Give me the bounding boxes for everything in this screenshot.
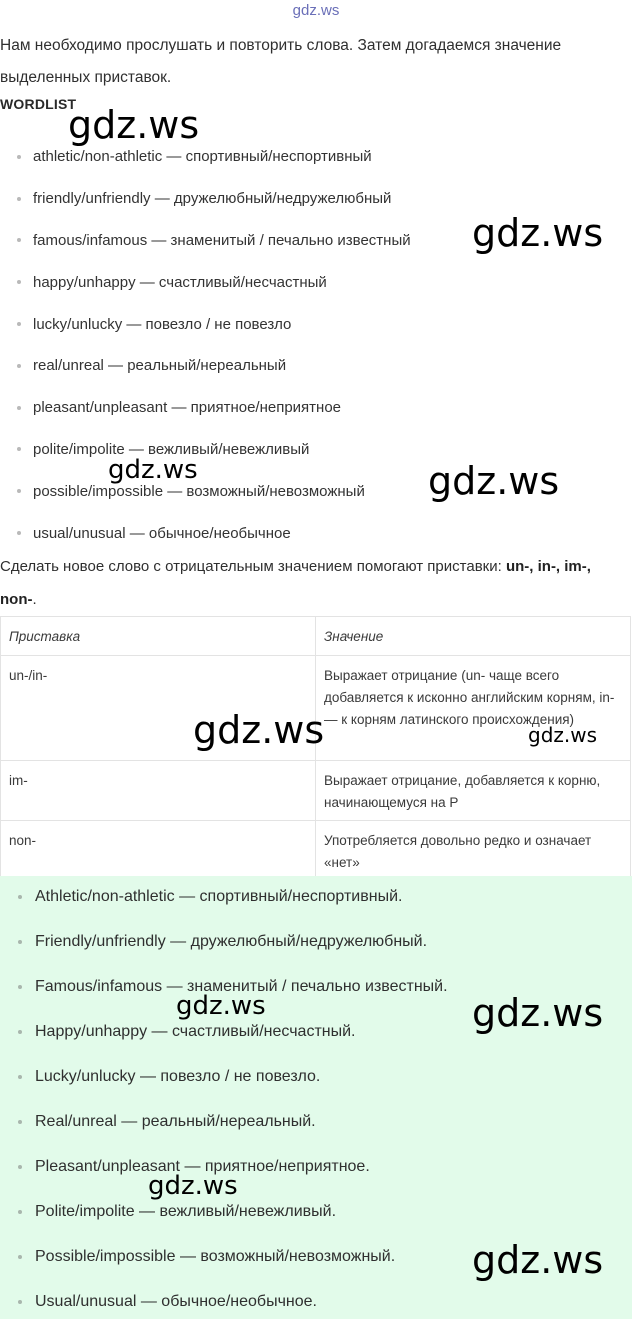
table-cell-prefix: non- <box>1 821 316 881</box>
table-cell-meaning: Выражает отрицание, добавляется к корню, начинающемуся на P <box>316 761 631 821</box>
bullet-icon <box>18 1075 22 1079</box>
watermark: gdz.ws <box>472 991 604 1035</box>
list-item <box>0 874 448 919</box>
list-item <box>0 1279 448 1324</box>
list-item <box>0 220 411 262</box>
prefix-note-end: . <box>32 591 37 608</box>
bullet-icon <box>17 322 21 326</box>
watermark: gdz.ws <box>472 211 604 255</box>
list-item <box>0 387 411 429</box>
column-header-prefix: Приставка <box>1 617 316 656</box>
table-cell-prefix: un-/in- <box>1 656 316 761</box>
wordlist-heading: WORDLIST <box>0 96 77 112</box>
bullet-icon <box>18 895 22 899</box>
list-item <box>0 136 411 178</box>
list-item <box>0 919 448 964</box>
list-item-text: Famous/infamous — знаменитый / печально известный. <box>35 977 448 995</box>
watermark: gdz.ws <box>68 103 200 147</box>
bullet-icon <box>17 364 21 368</box>
bullet-icon <box>17 155 21 159</box>
list-item-text: pleasant/unpleasant — приятное/неприятное <box>33 399 342 417</box>
list-item-text: Pleasant/unpleasant — приятное/неприятное. <box>35 1157 370 1175</box>
list-item-text: athletic/non-athletic — спортивный/неспортивный <box>33 148 372 166</box>
list-item-text: friendly/unfriendly — дружелюбный/недружелюбный <box>33 190 392 208</box>
list-item <box>0 345 411 387</box>
list-item-text: Real/unreal — реальный/нереальный. <box>35 1112 316 1130</box>
watermark: gdz.ws <box>472 1238 604 1282</box>
watermark: gdz.ws <box>148 1171 238 1201</box>
bullet-icon <box>17 406 21 410</box>
bullet-icon <box>18 1030 22 1034</box>
table-cell-meaning: Выражает отрицание (un- чаще всего добавляется к исконно английским корням, in- — к корням латинского происхождения) <box>316 656 631 761</box>
watermark: gdz.ws <box>193 708 325 752</box>
list-item <box>0 512 411 554</box>
table-cell-meaning: Употребляется довольно редко и означает «нет» <box>316 821 631 881</box>
bullet-icon <box>17 280 21 284</box>
list-item-text: lucky/unlucky — повезло / не повезло <box>33 315 292 333</box>
bullet-icon <box>18 1300 22 1304</box>
list-item-text: Usual/unusual — обычное/необычное. <box>35 1292 317 1310</box>
list-item-text: Possible/impossible — возможный/невозможный. <box>35 1247 396 1265</box>
prefix-note-text: Сделать новое слово с отрицательным значением помогают приставки: <box>0 558 506 575</box>
bullet-icon <box>18 1210 22 1214</box>
watermark: gdz.ws <box>428 459 560 503</box>
wordlist <box>0 136 411 554</box>
bullet-icon <box>17 531 21 535</box>
table-header-row <box>1 617 631 656</box>
list-item <box>0 1054 448 1099</box>
prefix-note <box>0 550 630 616</box>
list-item-text: Athletic/non-athletic — спортивный/неспортивный. <box>35 887 403 905</box>
list-item-text: happy/unhappy — счастливый/несчастный <box>33 273 327 291</box>
column-header-meaning: Значение <box>316 617 631 656</box>
intro-text: Нам необходимо прослушать и повторить слова. Затем догадаемся значение выделенных приставок. <box>0 37 562 86</box>
list-item-text: famous/infamous — знаменитый / печально известный <box>33 231 411 249</box>
list-item <box>0 1234 448 1279</box>
list-item <box>0 429 411 471</box>
list-item <box>0 178 411 220</box>
watermark: gdz.ws <box>108 455 198 485</box>
site-link[interactable]: gdz.ws <box>292 2 340 19</box>
bullet-icon <box>18 940 22 944</box>
table-cell-prefix: im- <box>1 761 316 821</box>
table-row <box>1 821 631 881</box>
bullet-icon <box>18 985 22 989</box>
list-item-text: polite/impolite — вежливый/невежливый <box>33 440 310 458</box>
prefix-list: un-, in-, im-, non- <box>0 558 591 608</box>
list-item <box>0 303 411 345</box>
bullet-icon <box>17 238 21 242</box>
list-item-text: possible/impossible — возможный/невозможный <box>33 482 365 500</box>
list-item-text: Polite/impolite — вежливый/невежливый. <box>35 1202 337 1220</box>
watermark: gdz.ws <box>176 991 266 1021</box>
bullet-icon <box>18 1120 22 1124</box>
list-item-text: Happy/unhappy — счастливый/несчастный. <box>35 1022 356 1040</box>
bullet-icon <box>18 1165 22 1169</box>
list-item <box>0 470 411 512</box>
list-item-text: real/unreal — реальный/нереальный <box>33 357 287 375</box>
bullet-icon <box>17 197 21 201</box>
list-item <box>0 1099 448 1144</box>
list-item-text: Friendly/unfriendly — дружелюбный/недружелюбный. <box>35 932 428 950</box>
bullet-icon <box>18 1255 22 1259</box>
list-item-text: Lucky/unlucky — повезло / не повезло. <box>35 1067 321 1085</box>
answer-list <box>0 876 448 1324</box>
bullet-icon <box>17 489 21 493</box>
bullet-icon <box>17 447 21 451</box>
list-item <box>0 261 411 303</box>
table-row <box>1 761 631 821</box>
watermark: gdz.ws <box>528 723 598 747</box>
list-item-text: usual/unusual — обычное/необычное <box>33 524 291 542</box>
